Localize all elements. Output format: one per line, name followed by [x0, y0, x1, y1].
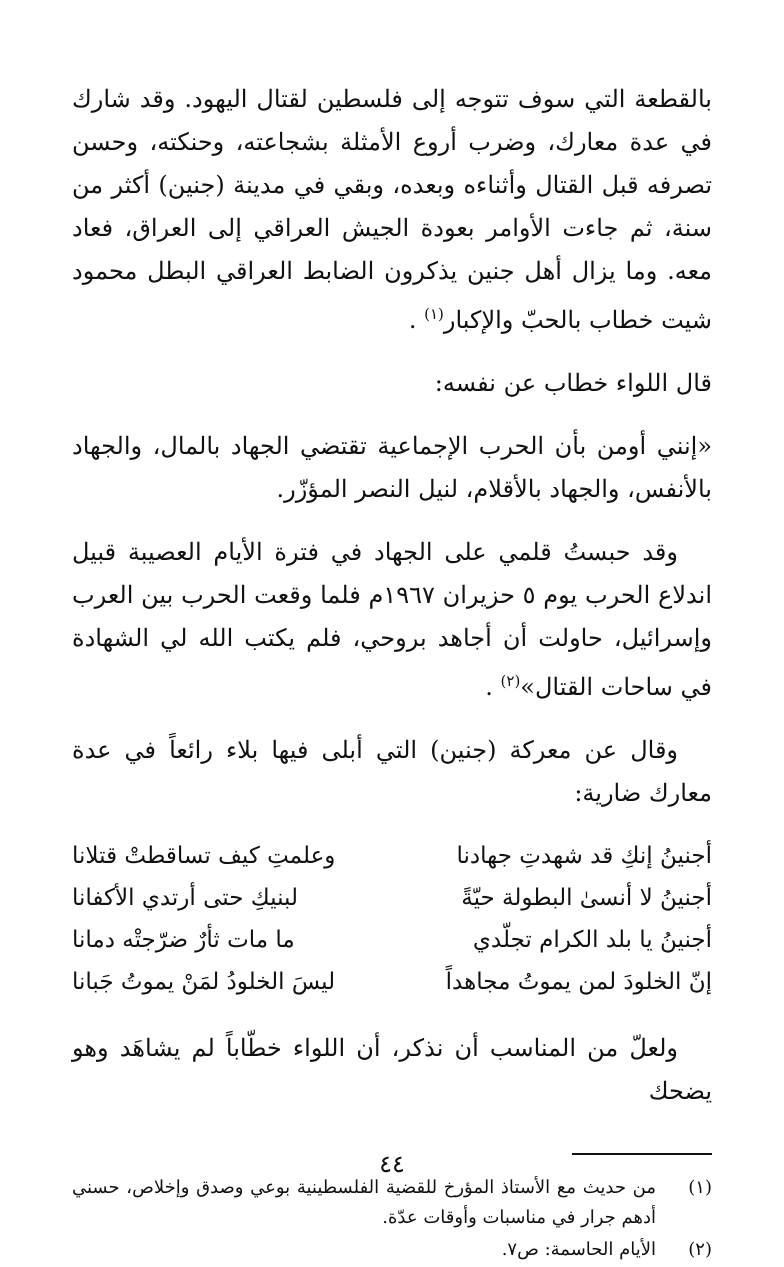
verse-second-half: ما مات ثأرٌ ضرّجتْه دمانا	[72, 927, 295, 953]
footnote-2	[72, 1235, 712, 1265]
footnote-ref-2: (٢)	[500, 672, 521, 690]
paragraph-3: «إنني أومن بأن الحرب الإجماعية تقتضي الجهاد بالمال، والجهاد بالأنفس، والجهاد بالأقلام، لنيل النصر المؤزّر.	[72, 432, 712, 503]
verse-line	[72, 835, 712, 877]
paragraph-5: وقال عن معركة (جنين) التي أبلى فيها بلاء رائعاً في عدة معارك ضارية:	[72, 736, 712, 807]
footnote-ref-1: (١)	[424, 305, 444, 323]
verse-first-half: أجنينُ إنكِ قد شهدتِ جهادنا	[456, 843, 712, 869]
paragraph-2: قال اللواء خطاب عن نفسه:	[434, 369, 712, 397]
verse-second-half: ليسَ الخلودُ لمَنْ يموتُ جَبانا	[72, 969, 336, 995]
verse-second-half: وعلمتِ كيف تساقطتْ قتلانا	[72, 843, 336, 869]
footnote-text: من حديث مع الأستاذ المؤرخ للقضية الفلسطينية بوعي وصدق وإخلاص، حسني أدهم جرار في مناسبات وأوقات عدّة.	[72, 1177, 656, 1228]
verse-line	[72, 919, 712, 961]
verse-first-half: أجنينُ يا بلد الكرام تجلّدي	[472, 927, 712, 953]
poem	[72, 835, 712, 1003]
footnote-text: الأيام الحاسمة: ص٧.	[501, 1239, 656, 1260]
verse-first-half: إنّ الخلودَ لمن يموتُ مجاهداً	[445, 969, 712, 995]
paragraph-4: وقد حبستُ قلمي على الجهاد في فترة الأيام العصيبة قبيل اندلاع الحرب يوم ٥ حزيران ١٩٦٧م فلما وقعت الحرب بين العرب وإسرائيل، حاولت أن أجاهد بروحي، فلم يكتب الله لي الشهادة في ساحات القتال»$^{(٢)}$ .	[72, 538, 712, 701]
verse-line	[72, 961, 712, 1003]
verse-line	[72, 877, 712, 919]
footnote-1	[72, 1173, 712, 1233]
paragraph-1: بالقطعة التي سوف تتوجه إلى فلسطين لقتال اليهود. وقد شارك في عدة معارك، وضرب أروع الأمثلة بشجاعته، وحنكته، وحسن تصرفه قبل القتال وأثناءه وبعده، وبقي في مدينة (جنين) أكثر من سنة، ثم جاءت الأوامر بعودة الجيش العراقي إلى العراق، فعاد معه. وما يزال أهل جنين يذكرون الضابط العراقي البطل محمود شيت خطاب بالحبّ والإكبار$^{(١)}$ .	[72, 85, 713, 334]
page-number: ٤٤	[379, 1150, 405, 1178]
page-body	[72, 78, 712, 1267]
footnote-number: (١)	[688, 1177, 712, 1198]
verse-first-half: أجنينُ لا أنسىٰ البطولة حيّةً	[461, 885, 712, 911]
paragraph-6: ولعلّ من المناسب أن نذكر، أن اللواء خطّاباً لم يشاهَد وهو يضحك	[72, 1034, 712, 1105]
footnote-number: (٢)	[688, 1239, 712, 1260]
verse-second-half: لبنيكِ حتى أرتدي الأكفانا	[72, 885, 298, 911]
